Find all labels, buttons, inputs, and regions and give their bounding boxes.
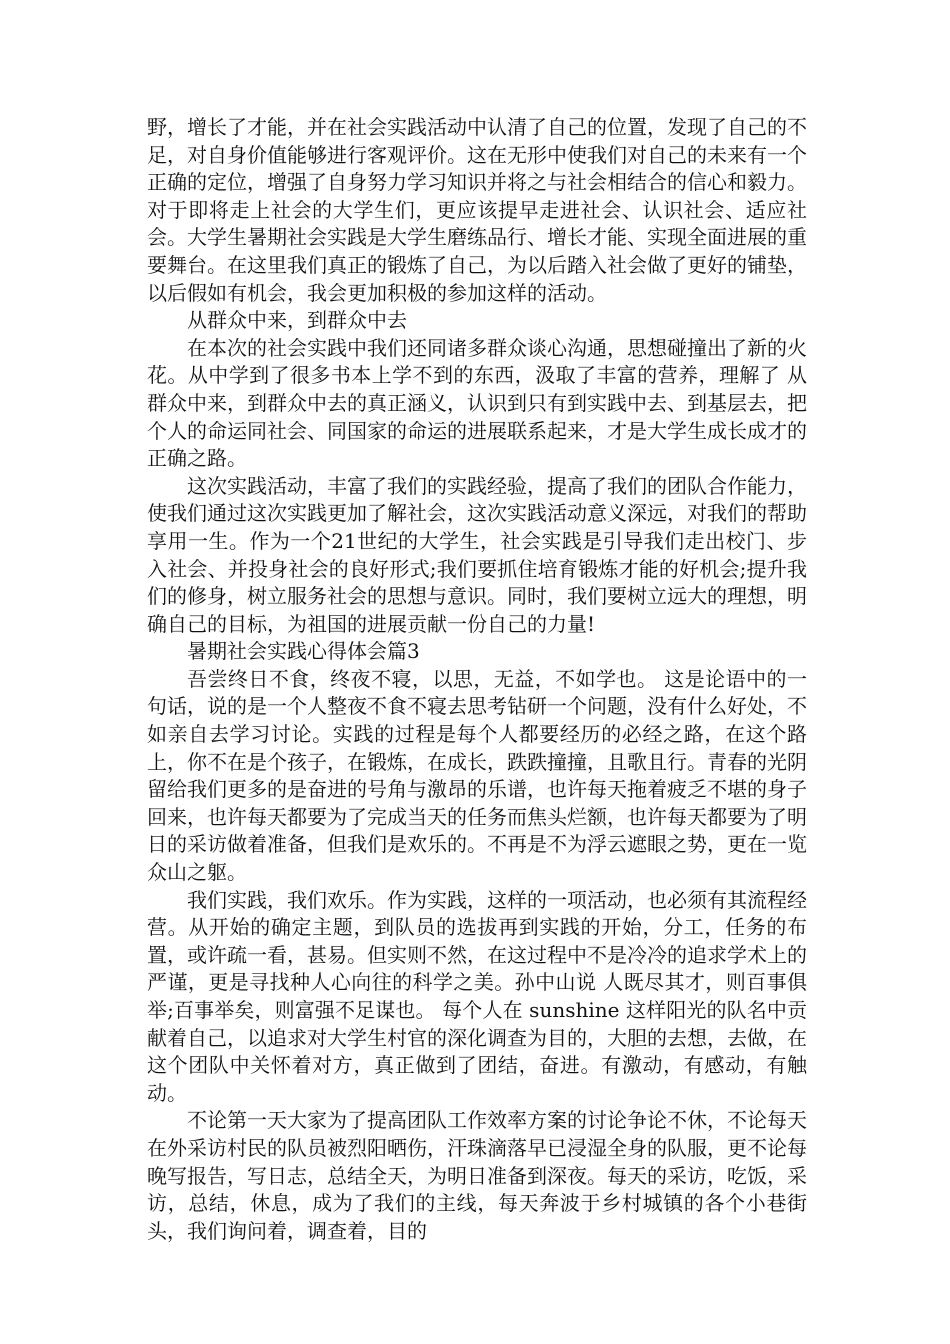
paragraph-6: 不论第一天大家为了提高团队工作效率方案的讨论争论不休，不论每天在外采访村民的队员被烈阳晒伤，汗珠滴落早已浸湿全身的队服，更不论每晚写报告，写日志，总结全天，为明日准备到深夜。每天的采访，吃饭，采访，总结，休息，成为了我们的主线，每天奔波于乡村城镇的各个小巷街头，我们询问着，调查着，目的 <box>147 1108 807 1243</box>
paragraph-4: 吾尝终日不食，终夜不寝，以思，无益，不如学也。 这是论语中的一句话，说的是一个人整夜不食不寝去思考钻研一个问题，没有什么好处，不如亲自去学习讨论。实践的过程是每个人都要经历的必经之路，在这个路上，你不在是个孩子，在锻炼，在成长，跌跌撞撞，且歌且行。青春的光阴留给我们更多的是奋进的号角与激昂的乐谱，也许每天拖着疲乏不堪的身子回来，也许每天都要为了完成当天的任务而焦头烂额，也许每天都要为了明日的采访做着准备，但我们是欢乐的。不再是不为浮云遮眼之势，更在一览众山之躯。 <box>147 666 807 885</box>
document-page <box>147 114 807 1245</box>
paragraph-2: 在本次的社会实践中我们还同诸多群众谈心沟通，思想碰撞出了新的火花。从中学到了很多书本上学不到的东西，汲取了丰富的营养，理解了 从群众中来，到群众中去的真正涵义，认识到只有到实践中去、到基层去，把个人的命运同社会、同国家的命运的进展联系起来，才是大学生成长成才的正确之路。 <box>147 335 807 471</box>
paragraph-3: 这次实践活动，丰富了我们的实践经验，提高了我们的团队合作能力，使我们通过这次实践更加了解社会，这次实践活动意义深远，对我们的帮助享用一生。作为一个21世纪的大学生，社会实践是引导我们走出校门、步入社会、并投身社会的良好形式;我们要抓住培育锻炼才能的好机会;提升我们的修身，树立服务社会的思想与意识。同时，我们要树立远大的理想，明确自己的目标，为祖国的进展贡献一份自己的力量! <box>147 473 807 636</box>
paragraph-5: 我们实践，我们欢乐。作为实践，这样的一项活动，也必须有其流程经营。从开始的确定主题，到队员的选拔再到实践的开始，分工，任务的布置，或许疏一看，甚易。但实则不然，在这过程中不是冷冷的追求学术上的严谨，更是寻找种人心向往的科学之美。孙中山说 人既尽其才，则百事俱举;百事举矣，则富强不足谋也。 每个人在 sunshine 这样阳光的队名中贡献着自己，以追求对大学生村官的深化调查为目的，大胆的去想，去做，在这个团队中关怀着对方，真正做到了团结，奋进。有激动，有感动，有触动。 <box>147 887 807 1105</box>
section-heading-from-the-masses: 从群众中来，到群众中去 <box>187 308 407 333</box>
section-heading-part-3: 暑期社会实践心得体会篇3 <box>187 639 420 664</box>
paragraph-1: 野，增长了才能，并在社会实践活动中认清了自己的位置，发现了自己的不足，对自身价值能够进行客观评价。这在无形中使我们对自己的未来有一个正确的定位，增强了自身努力学习知识并将之与社会相结合的信心和毅力。对于即将走上社会的大学生们，更应该提早走进社会、认识社会、适应社会。大学生暑期社会实践是大学生磨练品行、增长才能、实现全面进展的重要舞台。在这里我们真正的锻炼了自己，为以后踏入社会做了更好的铺垫，以后假如有机会，我会更加积极的参加这样的活动。 <box>147 115 807 305</box>
